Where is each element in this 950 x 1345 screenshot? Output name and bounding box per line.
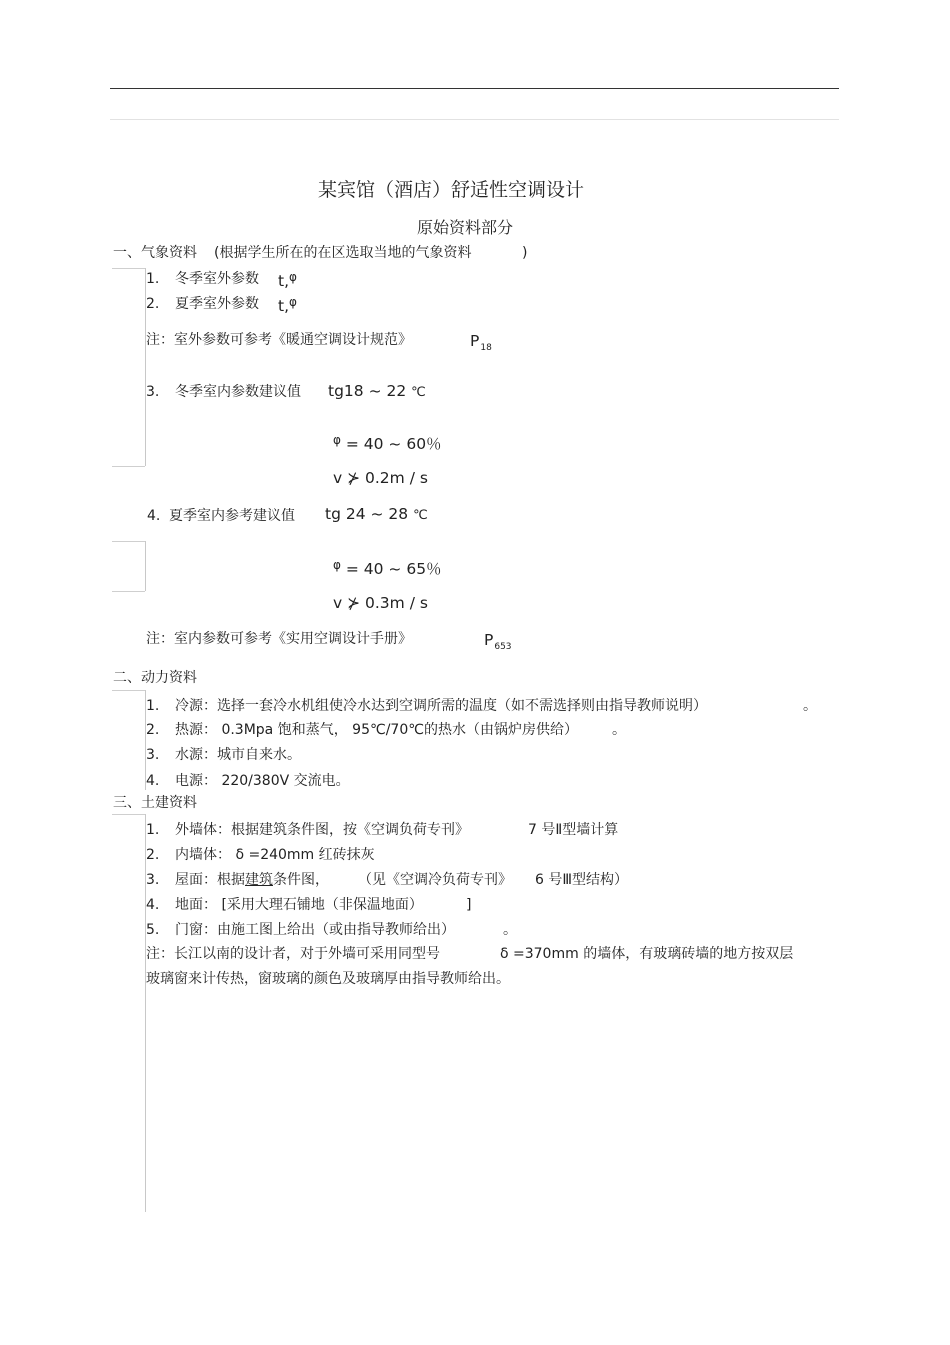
floor: 地面： [采用大理石铺地（非保温地面） (175, 897, 423, 913)
interior-wall: 内墙体： δ =240mm 红砖抹灰 (175, 847, 375, 863)
list-number: 1. (146, 271, 160, 287)
list-number: 1. (146, 698, 160, 714)
section-heading-weather: 一、气象资料 (113, 245, 197, 261)
page-title: 某宾馆（酒店）舒适性空调设计 (318, 179, 585, 201)
phi-symbol: φ (289, 295, 297, 309)
construction-note-line2: 玻璃窗来计传热，窗玻璃的颜色及玻璃厚由指导教师给出。 (146, 971, 510, 987)
summer-indoor-label: 夏季室内参考建议值 (169, 508, 295, 524)
summer-outdoor-label: 夏季室外参数 (175, 296, 259, 312)
phi-symbol: φ (289, 270, 297, 284)
outdoor-reference-page: $P_{18}$ (470, 332, 492, 353)
cooling-source-tail: 。 (803, 698, 817, 714)
roof-reference: （见《空调冷负荷专刊》 (358, 872, 512, 888)
water-source: 水源：城市自来水。 (175, 747, 301, 763)
margin-tick (112, 690, 145, 691)
indoor-reference-page: $P_{653}$ (484, 631, 512, 652)
list-number: 5. (146, 922, 160, 938)
indoor-reference-note: 注：室内参数可参考《实用空调设计手册》 (146, 631, 412, 647)
section-heading-construction: 三、土建资料 (113, 795, 197, 811)
list-number: 2. (146, 296, 160, 312)
list-number: 2. (146, 722, 160, 738)
doors-windows: 门窗：由施工图上给出（或由指导教师给出） (175, 922, 455, 938)
roof: 屋面：根据建筑条件图， (175, 872, 329, 888)
list-number: 3. (146, 872, 160, 888)
list-number: 1. (146, 822, 160, 838)
margin-tick (112, 591, 145, 592)
margin-tick (112, 814, 145, 815)
header-rule-light (110, 119, 839, 120)
cooling-source: 冷源：选择一套冷水机组使冷水达到空调所需的温度（如不需选择则由指导教师说明） (175, 698, 707, 714)
construction-note-cont: δ =370mm 的墙体，有玻璃砖墙的地方按双层 (500, 946, 794, 962)
floor-tail: ] (466, 897, 472, 913)
page-subtitle: 原始资料部分 (417, 218, 514, 237)
list-number: 4. (146, 897, 160, 913)
section-heading-note: (根据学生所在的在区选取当地的气象资料 (214, 245, 472, 261)
list-number: 3. (146, 747, 160, 763)
list-number: 4. (146, 773, 160, 789)
margin-tick (112, 466, 145, 467)
summer-indoor-humidity: $^\varphi$ = 40 ~ 65％ (333, 558, 442, 578)
summer-outdoor-value: t,$^\varphi$ (278, 295, 297, 315)
exterior-wall: 外墙体：根据建筑条件图，按《空调负荷专刊》 (175, 822, 469, 838)
margin-tick (112, 268, 145, 269)
winter-indoor-temp: tg18 ~ 22 ℃ (328, 382, 426, 400)
section-heading-power: 二、动力资料 (113, 670, 197, 686)
summer-indoor-velocity: v ⊁ 0.3m / s (333, 594, 428, 612)
margin-line (145, 541, 146, 591)
header-rule (110, 88, 839, 89)
margin-tick (112, 541, 145, 542)
phi-symbol: φ (333, 433, 341, 447)
winter-indoor-humidity: $^\varphi$ = 40 ~ 60％ (333, 433, 442, 453)
power-supply: 电源： 220/380V 交流电。 (175, 773, 350, 789)
winter-outdoor-value: t,$^\varphi$ (278, 270, 297, 290)
construction-note: 注：长江以南的设计者，对于外墙可采用同型号 (146, 946, 440, 962)
doors-windows-tail: 。 (503, 922, 517, 938)
heat-source: 热源： 0.3Mpa 饱和蒸气， 95℃/70℃的热水（由锅炉房供给） (175, 722, 578, 738)
exterior-wall-tail: 7 号Ⅱ型墙计算 (528, 822, 619, 838)
phi-symbol: φ (333, 558, 341, 572)
list-number: 3. (146, 384, 160, 400)
list-number: 2. (146, 847, 160, 863)
outdoor-reference-note: 注：室外参数可参考《暖通空调设计规范》 (146, 332, 412, 348)
winter-indoor-velocity: v ⊁ 0.2m / s (333, 469, 428, 487)
section-heading-close: ) (522, 245, 528, 261)
summer-indoor-temp: tg 24 ~ 28 ℃ (325, 505, 428, 523)
winter-indoor-label: 冬季室内参数建议值 (175, 384, 301, 400)
roof-tail: 6 号Ⅲ型结构） (535, 872, 629, 888)
winter-outdoor-label: 冬季室外参数 (175, 271, 259, 287)
list-number: 4. (147, 508, 161, 524)
heat-source-tail: 。 (612, 722, 626, 738)
